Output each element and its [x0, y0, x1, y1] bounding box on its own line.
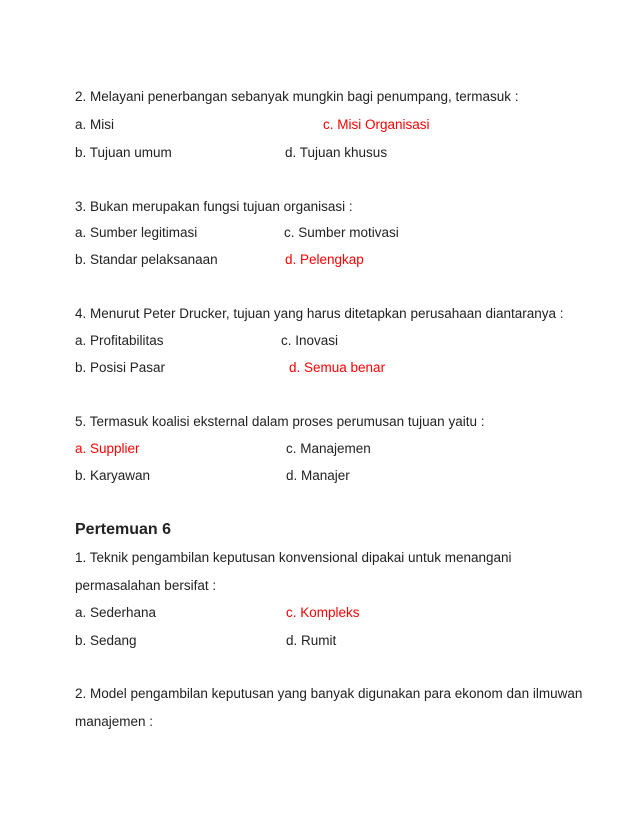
question-5-option-d: d. Manajer: [286, 468, 350, 483]
question-5-text: 5. Termasuk koalisi eksternal dalam proses perumusan tujuan yaitu :: [75, 414, 485, 429]
question-4-option-a: a. Profitabilitas: [75, 333, 164, 348]
p6-question-1-line1: 1. Teknik pengambilan keputusan konvensional dipakai untuk menangani: [75, 550, 512, 565]
question-5-option-a-answer: a. Supplier: [75, 441, 140, 456]
p6-question-1-option-c-answer: c. Kompleks: [286, 605, 360, 620]
question-4-option-b: b. Posisi Pasar: [75, 360, 166, 375]
question-2-option-b: b. Tujuan umum: [75, 145, 172, 160]
question-3-option-a: a. Sumber legitimasi: [75, 225, 198, 240]
question-2-option-a: a. Misi: [75, 117, 115, 132]
question-4-text: 4. Menurut Peter Drucker, tujuan yang harus ditetapkan perusahaan diantaranya :: [75, 306, 564, 321]
question-4-option-d-answer: d. Semua benar: [289, 360, 386, 375]
question-3-option-b: b. Standar pelaksanaan: [75, 252, 218, 267]
question-2-option-d: d. Tujuan khusus: [285, 145, 388, 160]
p6-question-1-line2: permasalahan bersifat :: [75, 578, 217, 593]
question-5-option-c: c. Manajemen: [286, 441, 371, 456]
question-5-option-b: b. Karyawan: [75, 468, 151, 483]
section-heading: Pertemuan 6: [75, 521, 172, 538]
question-4-option-c: c. Inovasi: [281, 333, 339, 348]
question-2-text: 2. Melayani penerbangan sebanyak mungkin bagi penumpang, termasuk :: [75, 89, 519, 104]
question-3-option-d-answer: d. Pelengkap: [285, 252, 364, 267]
p6-question-1-option-b: b. Sedang: [75, 633, 137, 648]
question-2-option-c-answer: c. Misi Organisasi: [323, 117, 430, 132]
p6-question-2-line2: manajemen :: [75, 714, 154, 729]
p6-question-1-option-a: a. Sederhana: [75, 605, 157, 620]
p6-question-2-line1: 2. Model pengambilan keputusan yang banyak digunakan para ekonom dan ilmuwan: [75, 686, 583, 701]
question-3-text: 3. Bukan merupakan fungsi tujuan organisasi :: [75, 199, 353, 214]
question-3-option-c: c. Sumber motivasi: [284, 225, 399, 240]
p6-question-1-option-d: d. Rumit: [286, 633, 337, 648]
